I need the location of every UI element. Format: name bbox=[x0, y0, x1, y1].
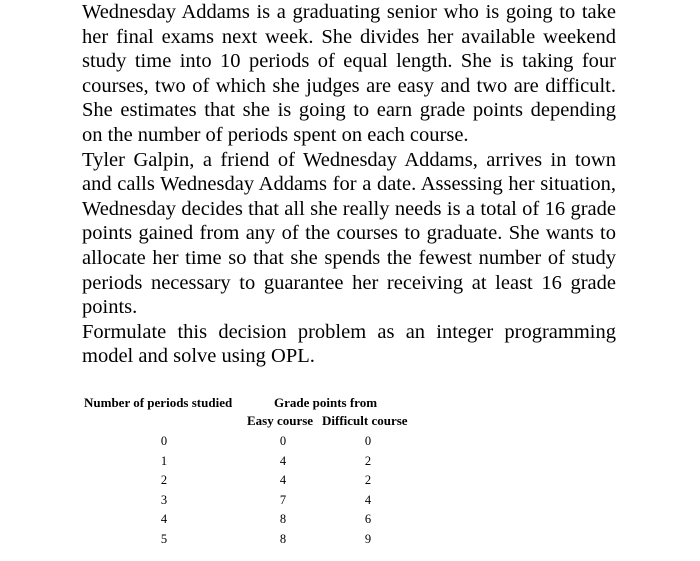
table-cell: 8 bbox=[279, 531, 287, 546]
table-cell: 0 bbox=[160, 434, 168, 448]
paragraph-intro: Wednesday Addams is a graduating senior who is going to take her final exams next week. She divides her available weekend study time into 10 periods of equal length. She is taking four courses, two of which she judges are easy and two are difficult. She estimates that she is going to earn grade points depending on the number of periods spent on each course. bbox=[82, 1, 616, 146]
table-cell: 4 bbox=[279, 453, 287, 468]
table-cell: 7 bbox=[279, 492, 287, 507]
table-cell: 4 bbox=[160, 512, 168, 527]
paragraph-task: Formulate this decision problem as an integer programming model and solve using OPL. bbox=[82, 320, 616, 368]
table-cell: 5 bbox=[160, 531, 168, 546]
paragraph-situation: Tyler Galpin, a friend of Wednesday Addams, arrives in town and calls Wednesday Addams for a date. Assessing her situation, Wednesday decides that all she really needs is a total of 16 grade points gained from any of the courses to graduate. She wants to allocate her time so that she spends the fewest number of study periods necessary to guarantee her receiving at least 16 grade points. bbox=[82, 148, 616, 319]
header-grade-points-from: Grade points from bbox=[274, 395, 378, 410]
column-easy-course bbox=[273, 432, 293, 550]
table-cell: 0 bbox=[364, 434, 372, 448]
table-cell: 2 bbox=[160, 473, 168, 488]
table-cell: 2 bbox=[364, 473, 372, 488]
table-cell: 8 bbox=[279, 512, 287, 527]
header-periods-studied: Number of periods studied bbox=[84, 395, 233, 410]
column-periods bbox=[154, 432, 174, 550]
header-easy-course: Easy course bbox=[247, 413, 314, 428]
table-cell: 6 bbox=[364, 512, 372, 527]
table-cell: 2 bbox=[364, 453, 372, 468]
table-cell: 9 bbox=[364, 531, 372, 546]
column-difficult-course bbox=[358, 432, 378, 550]
table-cell: 3 bbox=[160, 492, 168, 507]
table-cell: 4 bbox=[364, 492, 372, 507]
table-cell: 1 bbox=[160, 453, 168, 468]
table-cell: 0 bbox=[279, 434, 287, 448]
table-cell: 4 bbox=[279, 473, 287, 488]
problem-text bbox=[82, 0, 616, 369]
header-difficult-course: Difficult course bbox=[322, 413, 408, 428]
